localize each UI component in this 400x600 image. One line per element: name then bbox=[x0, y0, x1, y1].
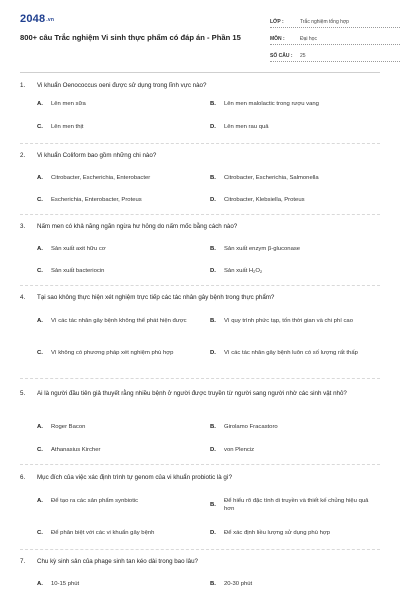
option-letter: C. bbox=[37, 530, 43, 536]
meta-row-class bbox=[270, 14, 400, 28]
question-number: 4. bbox=[20, 294, 26, 301]
option-2b[interactable] bbox=[210, 175, 380, 183]
question-number: 5. bbox=[20, 390, 26, 397]
question-text: Nấm men có khả năng ngăn ngừa hư hỏng do nấm mốc bằng cách nào? bbox=[37, 223, 238, 230]
question-1 bbox=[20, 82, 380, 91]
meta-key: MÔN : bbox=[270, 36, 285, 42]
option-text: 10-15 phút bbox=[51, 581, 80, 587]
option-letter: A. bbox=[37, 101, 43, 107]
question-number: 2. bbox=[20, 152, 26, 159]
option-letter: D. bbox=[210, 197, 216, 203]
option-letter: A. bbox=[37, 175, 43, 181]
option-letter: C. bbox=[37, 447, 43, 453]
option-text: Vì các tác nhân gây bệnh luôn có số lượng rất thấp bbox=[224, 350, 358, 356]
question-number: 6. bbox=[20, 474, 26, 481]
divider bbox=[20, 549, 380, 550]
question-6 bbox=[20, 474, 380, 483]
question-4 bbox=[20, 294, 380, 303]
option-letter: A. bbox=[37, 581, 43, 587]
option-letter: D. bbox=[210, 350, 216, 356]
option-text: Lên men thịt bbox=[51, 124, 84, 130]
option-letter: B. bbox=[210, 424, 216, 430]
option-text: Girolamo Fracastoro bbox=[224, 424, 278, 430]
option-5c[interactable] bbox=[37, 447, 202, 455]
option-text: Sản xuất bacteriocin bbox=[51, 268, 105, 274]
option-letter: C. bbox=[37, 268, 43, 274]
option-text: Để phân biệt với các vi khuẩn gây bệnh bbox=[51, 530, 155, 536]
option-6c[interactable] bbox=[37, 530, 202, 538]
option-text: Vì không có phương pháp xét nghiệm phù hợp bbox=[51, 350, 174, 356]
option-4a[interactable] bbox=[37, 318, 202, 326]
option-3c[interactable] bbox=[37, 268, 202, 276]
option-3a[interactable] bbox=[37, 246, 202, 254]
question-text: Tại sao không thực hiện xét nghiệm trực tiếp các tác nhân gây bệnh trong thực phẩm? bbox=[37, 294, 275, 301]
option-4d[interactable] bbox=[210, 350, 380, 358]
option-text: Escherichia, Enterobacter, Proteus bbox=[51, 197, 142, 203]
option-text: von Plenciz bbox=[224, 447, 255, 453]
option-text: Lên men rau quả bbox=[224, 124, 269, 130]
option-letter: B. bbox=[210, 581, 216, 587]
logo-text: 2048 bbox=[20, 13, 46, 25]
option-text: Vì quy trình phức tạp, tốn thời gian và chi phí cao bbox=[224, 318, 353, 324]
option-text: Lên men sữa bbox=[51, 101, 86, 107]
option-6d[interactable] bbox=[210, 530, 380, 538]
option-3d[interactable] bbox=[210, 268, 380, 276]
option-text bbox=[224, 268, 380, 276]
option-letter: A. bbox=[37, 318, 43, 324]
divider bbox=[20, 214, 380, 215]
meta-row-subject bbox=[270, 31, 400, 45]
option-text: Athanasius Kircher bbox=[51, 447, 101, 453]
option-letter: A. bbox=[37, 424, 43, 430]
option-3b[interactable] bbox=[210, 246, 380, 254]
option-7a[interactable] bbox=[37, 581, 202, 589]
option-letter: B. bbox=[210, 101, 216, 107]
option-text: Lên men malolactic trong rượu vang bbox=[224, 101, 319, 107]
option-text: Để tạo ra các sản phẩm synbiotic bbox=[51, 498, 139, 504]
question-number: 7. bbox=[20, 558, 26, 565]
option-letter: B. bbox=[210, 501, 216, 508]
formula-subscript: 2 bbox=[259, 269, 263, 274]
option-letter: A. bbox=[37, 246, 43, 252]
option-6a[interactable] bbox=[37, 498, 202, 506]
question-5 bbox=[20, 390, 380, 399]
option-5d[interactable] bbox=[210, 447, 380, 455]
option-letter: D. bbox=[210, 124, 216, 130]
option-text: 20-30 phút bbox=[224, 581, 253, 587]
divider bbox=[20, 143, 380, 144]
meta-key: SỐ CÂU : bbox=[270, 53, 293, 59]
option-text: Citrobacter, Klebsiella, Proteus bbox=[224, 197, 305, 203]
option-text: Để hiểu rõ đặc tính di truyền và thiết kế chủng hiệu quả hơn bbox=[224, 498, 369, 512]
option-7b[interactable] bbox=[210, 581, 380, 589]
option-1b[interactable] bbox=[210, 101, 380, 109]
option-letter: D. bbox=[210, 447, 216, 453]
divider bbox=[20, 378, 380, 379]
question-text: Chu kỳ sinh sản của phage sinh tan kéo dài trong bao lâu? bbox=[37, 558, 198, 565]
option-2c[interactable] bbox=[37, 197, 202, 205]
meta-panel bbox=[270, 14, 400, 65]
option-text: Sản xuất axit hữu cơ bbox=[51, 246, 106, 252]
meta-key: LỚP : bbox=[270, 19, 284, 25]
logo-tld: .vn bbox=[46, 17, 55, 23]
formula-subscript: 2 bbox=[253, 269, 256, 274]
option-1a[interactable] bbox=[37, 101, 202, 109]
divider bbox=[20, 464, 380, 465]
page-header bbox=[20, 0, 380, 73]
formula-part: Sản xuất H bbox=[224, 268, 254, 274]
question-3 bbox=[20, 223, 380, 232]
question-7 bbox=[20, 558, 380, 567]
meta-row-count bbox=[270, 48, 400, 62]
question-text: Mục đích của việc xác định trình tự genom của vi khuẩn probiotic là gì? bbox=[37, 474, 233, 481]
option-4c[interactable] bbox=[37, 350, 202, 358]
meta-value: 25 bbox=[300, 53, 306, 59]
meta-value: Trắc nghiệm tổng hợp bbox=[300, 19, 349, 25]
option-text: Vì các tác nhân gây bệnh không thể phát hiện được bbox=[51, 318, 187, 324]
meta-value: Đại học bbox=[300, 36, 317, 42]
option-6b[interactable] bbox=[210, 498, 380, 513]
option-2a[interactable] bbox=[37, 175, 202, 183]
divider bbox=[20, 285, 380, 286]
option-letter: B. bbox=[210, 318, 216, 324]
option-5a[interactable] bbox=[37, 424, 202, 432]
question-number: 1. bbox=[20, 82, 26, 89]
option-text: Citrobacter, Escherichia, Enterobacter bbox=[51, 175, 151, 181]
option-text: Để xác định liều lượng sử dụng phù hợp bbox=[224, 530, 330, 536]
option-letter: B. bbox=[210, 175, 216, 181]
option-text: Citrobacter, Escherichia, Salmonella bbox=[224, 175, 319, 181]
option-text: Roger Bacon bbox=[51, 424, 86, 430]
option-2d[interactable] bbox=[210, 197, 380, 205]
question-number: 3. bbox=[20, 223, 26, 230]
formula-part: O bbox=[255, 268, 260, 274]
site-logo[interactable] bbox=[20, 13, 54, 25]
option-5b[interactable] bbox=[210, 424, 380, 432]
option-letter: D. bbox=[210, 530, 216, 536]
question-text: Vi khuẩn Coliform bao gồm những chi nào? bbox=[37, 152, 157, 159]
question-2 bbox=[20, 152, 380, 161]
option-letter: D. bbox=[210, 268, 216, 274]
question-text: Ai là người đầu tiên giả thuyết rằng nhiều bệnh ở người được truyền từ người sang người nhờ các sinh vật nhỏ? bbox=[37, 390, 347, 397]
option-letter: C. bbox=[37, 197, 43, 203]
option-1c[interactable] bbox=[37, 124, 202, 132]
option-text: Sản xuất enzym β-gluconase bbox=[224, 246, 301, 252]
option-letter: C. bbox=[37, 350, 43, 356]
option-4b[interactable] bbox=[210, 318, 380, 326]
option-letter: A. bbox=[37, 498, 43, 504]
option-letter: B. bbox=[210, 246, 216, 252]
option-letter: C. bbox=[37, 124, 43, 130]
page-title: 800+ câu Trắc nghiệm Vi sinh thực phẩm có đáp án - Phần 15 bbox=[20, 33, 241, 42]
option-1d[interactable] bbox=[210, 124, 380, 132]
question-text: Vi khuẩn Oenococcus oeni được sử dụng trong lĩnh vực nào? bbox=[37, 82, 207, 89]
